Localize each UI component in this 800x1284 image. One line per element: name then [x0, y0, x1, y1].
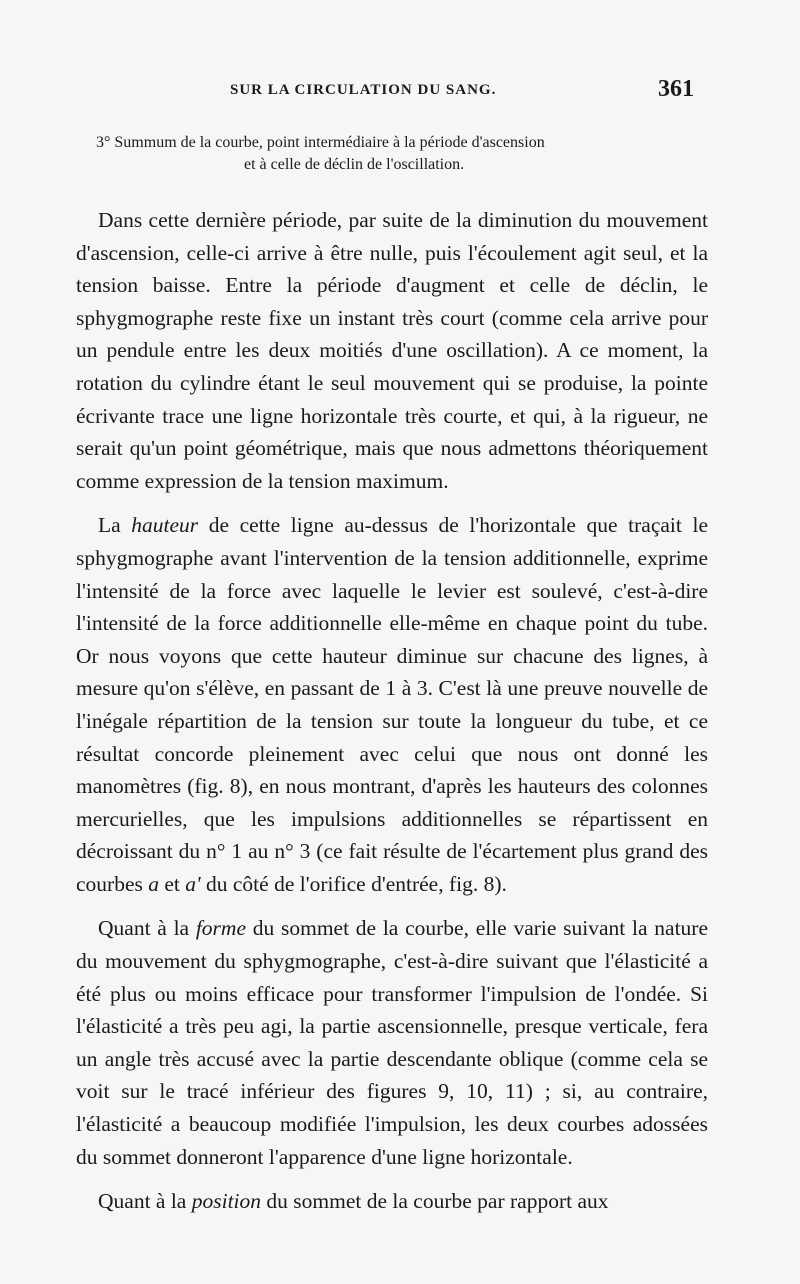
- running-title: SUR LA CIRCULATION DU SANG.: [230, 82, 497, 98]
- section-heading: [96, 132, 686, 176]
- paragraph-2-end: du côté de l'orifice d'entrée, fig. 8).: [200, 871, 507, 896]
- paragraph-2-body: de cette ligne au-dessus de l'horizontale que traçait le sphygmographe avant l'intervention de la tension additionnelle, exprime l'intensité de la force avec laquelle le levier est soulevé, c'est-à-dire l'intensité de la force additionnelle elle-même en chaque point du tube. Or nous voyons que cette hauteur diminue sur chacune des lignes, à mesure qu'on s'élève, en passant de 1 à 3. C'est là une preuve nouvelle de l'inégale répartition de la tension sur toute la longueur du tube, et ce résultat concorde pleinement avec celui que nous ont donné les manomètres (fig. 8), en nous montrant, d'après les hauteurs des colonnes mercurielles, que les impulsions additionnelles se répartissent en décroissant du n° 1 au n° 3 (ce fait résulte de l'écartement plus grand des courbes: [76, 513, 708, 896]
- paragraph-4: [76, 1185, 708, 1218]
- paragraph-3-body: du sommet de la courbe, elle varie suivant la nature du mouvement du sphygmographe, c'est-à-dire suivant que l'élasticité a été plus ou moins efficace pour transformer l'impulsion de l'ondée. Si l'élasticité a très peu agi, la partie ascensionnelle, presque verticale, fera un angle très accusé avec la partie descendante oblique (comme cela se voit sur le tracé inférieur des figures 9, 10, 11) ; si, au contraire, l'élasticité a beaucoup modifiée l'impulsion, les deux courbes adossées du sommet donneront l'apparence d'une ligne horizontale.: [76, 916, 708, 1169]
- paragraph-4-pre: Quant à la: [98, 1189, 192, 1214]
- section-heading-line-2: et à celle de déclin de l'oscillation.: [244, 156, 465, 173]
- paragraph-3: [76, 912, 708, 1173]
- paragraph-2-and: et: [159, 871, 186, 896]
- paragraph-2-curve-a-prime: a': [185, 871, 201, 896]
- body-text: [76, 204, 708, 1218]
- paragraph-3-emphasis: forme: [195, 916, 246, 941]
- paragraph-2-curve-a: a: [148, 871, 159, 896]
- paragraph-2: [76, 509, 708, 900]
- paragraph-2-emphasis: hauteur: [131, 513, 199, 538]
- paragraph-2-pre: La: [98, 513, 132, 538]
- page-number: 361: [658, 76, 694, 102]
- paragraph-4-body: du sommet de la courbe par rapport aux: [261, 1189, 609, 1214]
- paragraph-1: Dans cette dernière période, par suite de la diminution du mouvement d'ascension, celle-ci arrive à être nulle, puis l'écoulement agit seul, et la tension baisse. Entre la période d'augment et celle de déclin, le sphygmographe reste fixe un instant très court (comme cela arrive pour un pendule entre les deux moitiés d'une oscillation). A ce moment, la rotation du cylindre étant le seul mouvement qui se produise, la pointe écrivante trace une ligne horizontale très courte, et qui, à la rigueur, ne serait qu'un point géométrique, mais que nous admettons théoriquement comme expression de la tension maximum.: [76, 208, 708, 493]
- paragraph-3-pre: Quant à la: [98, 916, 196, 941]
- page-header: [96, 76, 704, 110]
- paragraph-4-emphasis: position: [191, 1189, 262, 1214]
- section-heading-line-1: 3° Summum de la courbe, point intermédiaire à la période d'ascension: [96, 134, 545, 151]
